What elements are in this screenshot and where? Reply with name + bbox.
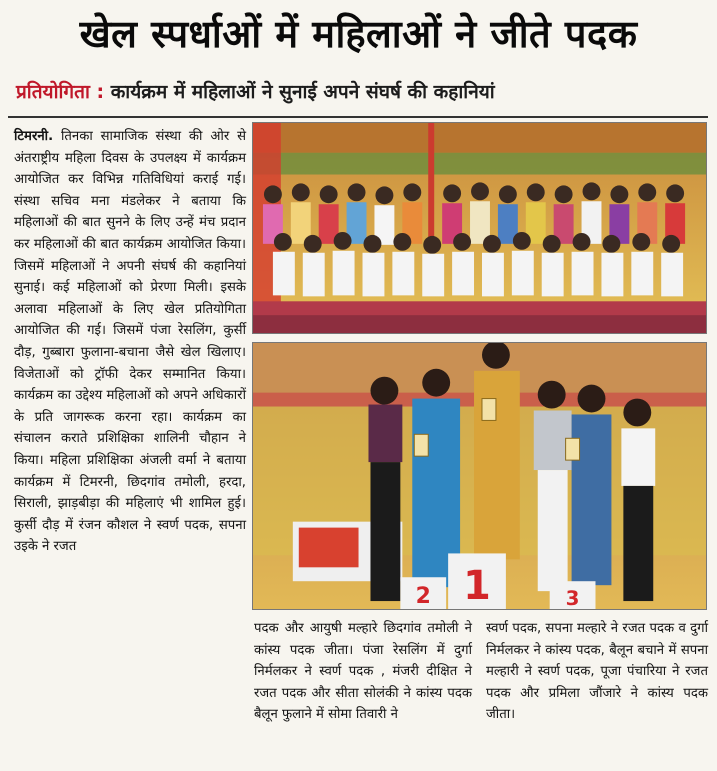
subhead-tag: प्रतियोगिता : bbox=[16, 81, 105, 103]
article-column-1 bbox=[14, 126, 246, 558]
dateline: टिमरनी. bbox=[14, 129, 54, 144]
article-column-3 bbox=[486, 618, 708, 726]
podium-number-2: 2 bbox=[415, 584, 431, 609]
podium-photo bbox=[252, 342, 707, 610]
group-photo bbox=[252, 122, 707, 334]
headline-rule bbox=[8, 116, 708, 118]
podium-number-3: 3 bbox=[565, 587, 580, 609]
column-2-text: पदक और आयुषी मल्हारे छिदगांव तमोली ने कांस्य पदक जीता। पंजा रेसलिंग में दुर्गा निर्मलकर ने स्वर्ण पदक , मंजरी दीक्षित ने रजत पदक और सीता सोलंकी ने कांस्य पदक बैलून फुलाने में सोमा तिवारी ने bbox=[254, 621, 472, 723]
subheadline bbox=[16, 78, 706, 106]
column-1-text: तिनका सामाजिक संस्था की ओर से अंतराष्ट्रीय महिला दिवस के उपलक्ष्य में कार्यक्रम आयोजित कर विभिन्न गतिविधियां कराई गई। संस्था सचिव मना मंडलेकर ने बताया कि महिलाओं की बात सुनने के लिए उन्हें मंच प्रदान कर महिलाओं की बात कार्यक्रम आयोजित किया। जिसमें महिलाओं ने अपनी संघर्ष की कहानियां सुनाई। कई महिलाओं को प्रेरणा मिली। इसके अलावा महिलाओं के लिए खेल प्रतियोगिता आयोजित की गई। जिसमें पंजा रेसलिंग, कुर्सी दौड़, गुब्बारा फुलाना-बचाना जैसे खेल खिलाए। विजेताओं को ट्रॉफी देकर सम्मानित किया। कार्यक्रम का उद्देश्य महिलाओं को अपने अधिकारों के प्रति जागरूक करना रहा। कार्यक्रम का संचालन कराते प्रशिक्षिका शालिनी चौहान ने किया। महिला प्रशिक्षिका अंजली वर्मा ने बताया कार्यक्रम में टिमरनी, छिदगांव तमोली, हरदा, सिराली, झाड़बीड़ा की महिलाएं भी शामिल हुई। कुर्सी दौड़ में रंजन कौशल ने स्वर्ण पदक, सपना उइके ने रजत bbox=[14, 129, 246, 555]
subhead-text: कार्यक्रम में महिलाओं ने सुनाई अपने संघर्ष की कहानियां bbox=[110, 81, 495, 103]
column-3-text: स्वर्ण पदक, सपना मल्हारे ने रजत पदक व दुर्गा निर्मलकर ने कांस्य पदक, बैलून बचाने में सपना मल्हारी ने स्वर्ण पदक, पूजा पंचारिया ने रजत पदक और प्रमिला जौंजारे ने कांस्य पदक जीता। bbox=[486, 621, 708, 723]
headline: खेल स्पर्धाओं में महिलाओं ने जीते पदक bbox=[79, 12, 638, 56]
podium-number-1: 1 bbox=[463, 563, 491, 609]
article-column-2 bbox=[254, 618, 472, 726]
